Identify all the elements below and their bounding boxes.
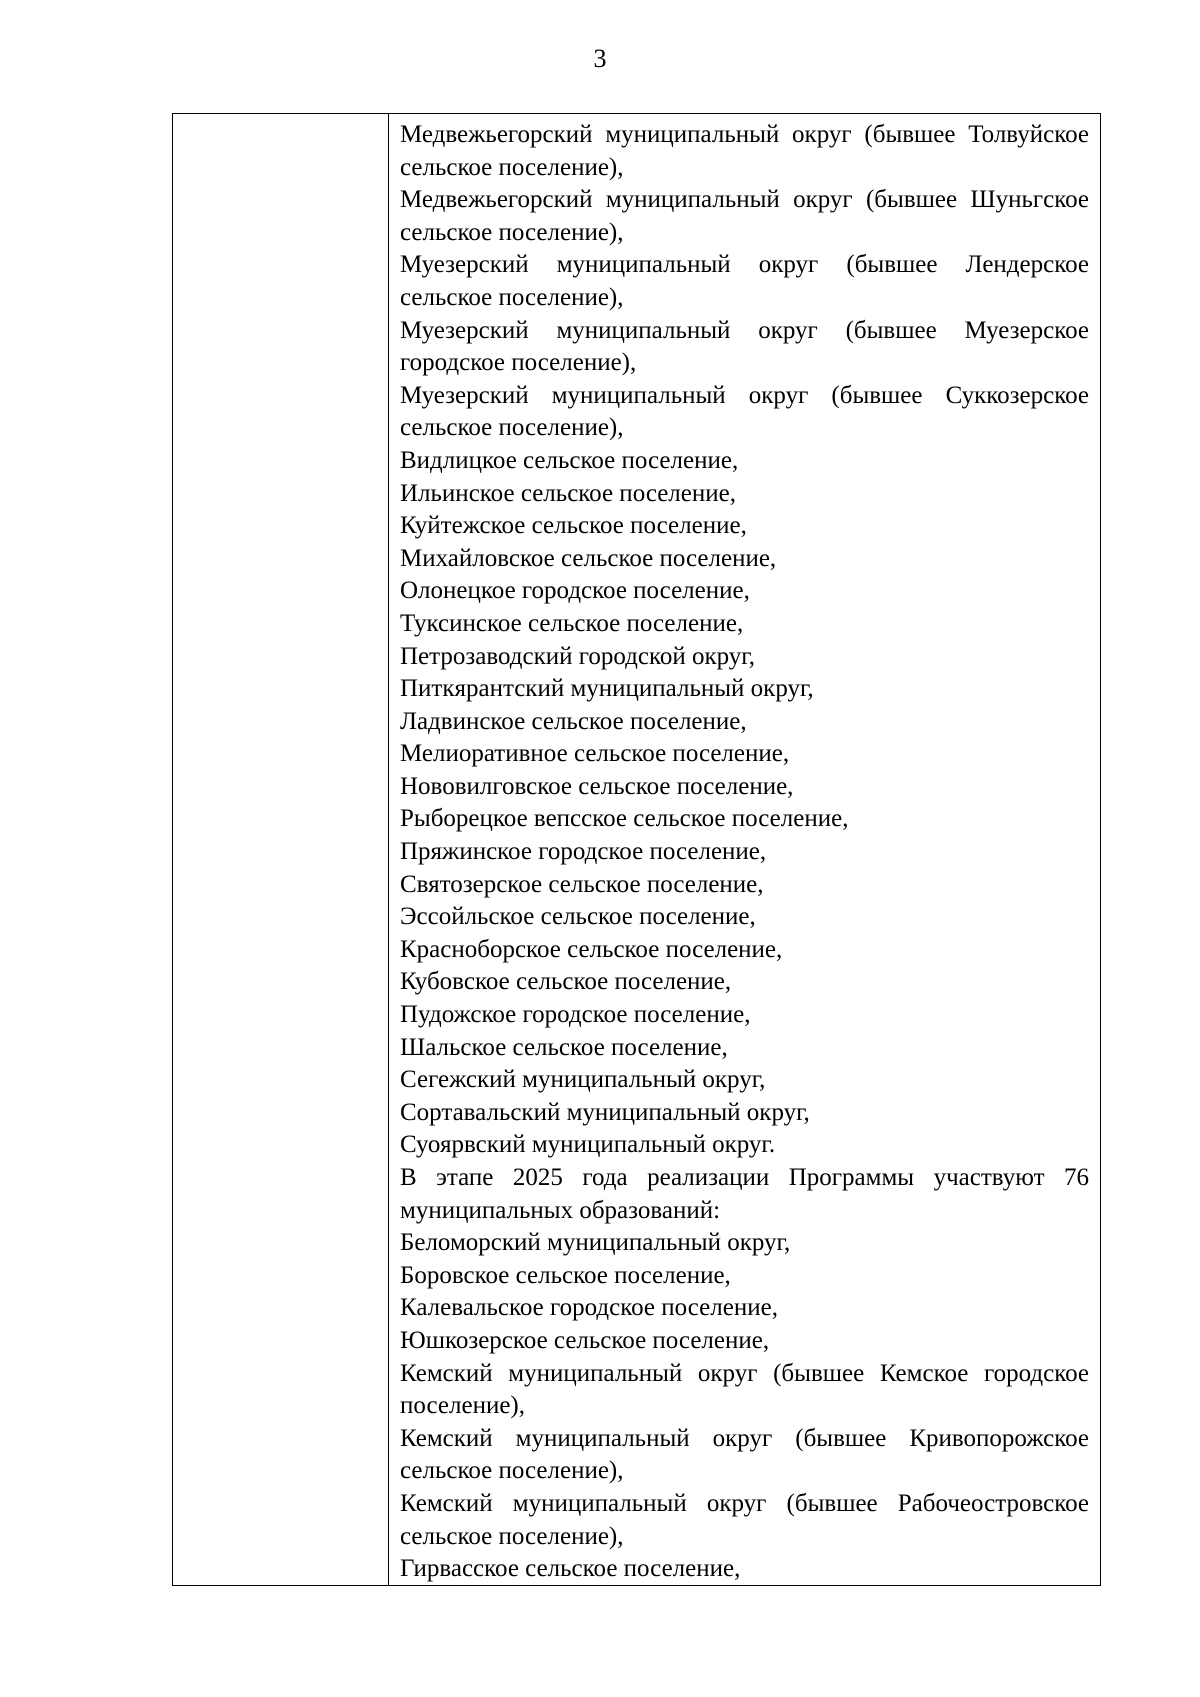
list-item: Медвежьегорский муниципальный округ (бывшее Шуньгское сельское поселение), [400, 186, 1089, 246]
list-item: Петрозаводский городской округ, [400, 642, 755, 670]
list-item: Кубовское сельское поселение, [400, 968, 732, 996]
list-item: Святозерское сельское поселение, [400, 870, 764, 898]
list-item: Сегежский муниципальный округ, [400, 1066, 766, 1094]
list-item: В этапе 2025 года реализации Программы участвуют 76 муниципальных образований: [400, 1164, 1089, 1224]
table-left-cell [173, 114, 389, 1585]
list-item: Муезерский муниципальный округ (бывшее Лендерское сельское поселение), [400, 251, 1089, 311]
list-item: Эссойльское сельское поселение, [400, 903, 756, 931]
list-item: Нововилговское сельское поселение, [400, 772, 794, 800]
list-item: Калевальское городское поселение, [400, 1294, 778, 1322]
list-item: Олонецкое городское поселение, [400, 577, 750, 605]
list-item: Сортавальский муниципальный округ, [400, 1098, 810, 1126]
list-item: Куйтежское сельское поселение, [400, 512, 747, 540]
list-item: Суоярвский муниципальный округ. [400, 1131, 776, 1159]
list-item: Кемский муниципальный округ (бывшее Кривопорожское сельское поселение), [400, 1424, 1089, 1485]
list-item: Ильинское сельское поселение, [400, 479, 736, 507]
document-table [172, 113, 1101, 1586]
list-item: Туксинское сельское поселение, [400, 609, 744, 637]
list-item: Рыборецкое вепсское сельское поселение, [400, 805, 849, 833]
list-item: Мелиоративное сельское поселение, [400, 740, 790, 768]
list-item: Муезерский муниципальный округ (бывшее Муезерское городское поселение), [400, 316, 1089, 377]
list-item: Видлицкое сельское поселение, [400, 446, 739, 474]
list-item: Медвежьегорский муниципальный округ (бывшее Толвуйское сельское поселение), [400, 121, 1089, 181]
list-item: Беломорский муниципальный округ, [400, 1229, 791, 1257]
list-item: Боровское сельское поселение, [400, 1261, 731, 1289]
list-item: Шальское сельское поселение, [400, 1033, 728, 1061]
list-item: Ладвинское сельское поселение, [400, 707, 747, 735]
list-item: Юшкозерское сельское поселение, [400, 1326, 770, 1354]
list-item: Гирвасское сельское поселение, [400, 1555, 741, 1583]
list-item: Кемский муниципальный округ (бывшее Кемское городское поселение), [400, 1359, 1089, 1420]
list-item: Питкярантский муниципальный округ, [400, 675, 814, 703]
list-item: Михайловское сельское поселение, [400, 544, 777, 572]
list-item: Пудожское городское поселение, [400, 1001, 751, 1029]
list-item: Красноборское сельское поселение, [400, 935, 783, 963]
list-item: Кемский муниципальный округ (бывшее Рабочеостровское сельское поселение), [400, 1489, 1089, 1550]
list-item: Пряжинское городское поселение, [400, 838, 767, 866]
page-number: 3 [593, 44, 607, 73]
list-item: Муезерский муниципальный округ (бывшее Суккозерское сельское поселение), [400, 381, 1089, 442]
table-right-cell [389, 114, 1100, 1585]
